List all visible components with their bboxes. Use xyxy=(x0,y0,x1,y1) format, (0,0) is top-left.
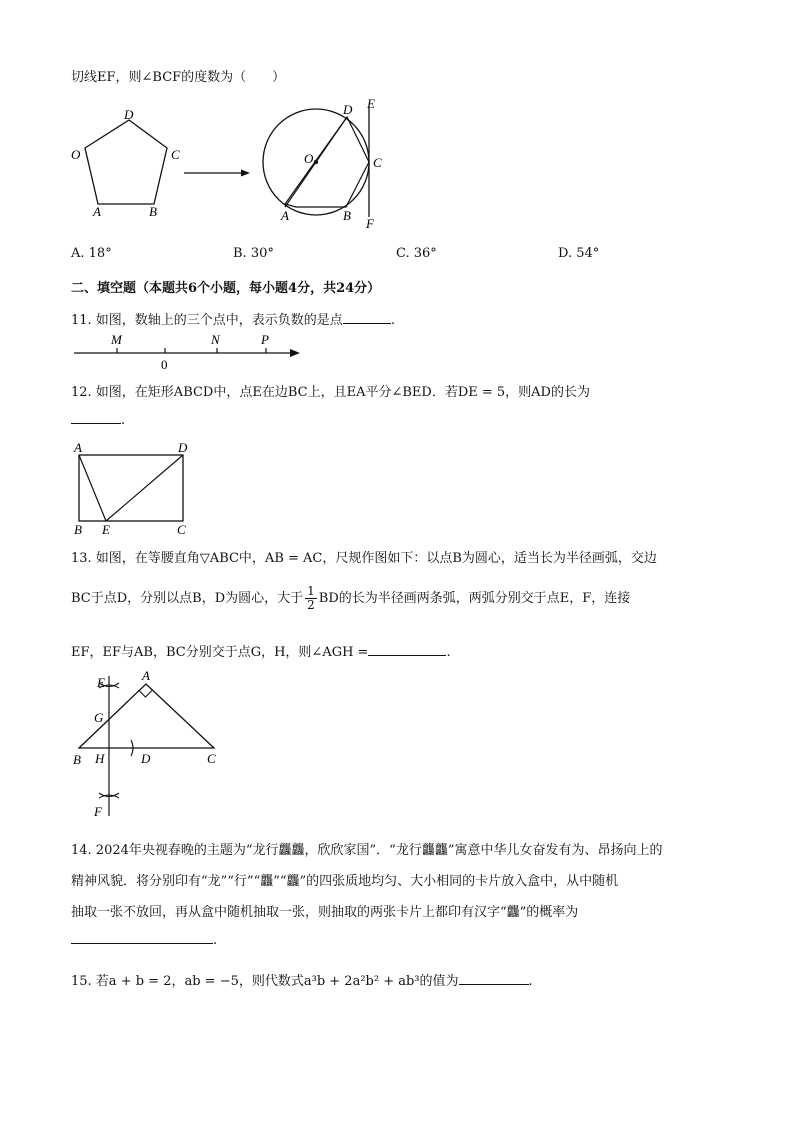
q13-line-1: 13. 如图，在等腰直角▽ABC中，AB = AC，尺规作图如下：以点B为圆心，适当长为半径画弧，交边 xyxy=(71,551,657,566)
number-line xyxy=(70,330,310,372)
section-2-title: 二、填空题（本题共6个小题，每小题4分，共24分） xyxy=(71,281,381,296)
pent-label-b: B xyxy=(149,204,157,219)
q13-line-2a: BC于点D，分别以点B，D为圆心，大于 xyxy=(71,591,304,606)
arrow-head-icon xyxy=(241,170,250,177)
segment-ed xyxy=(106,455,183,521)
q13-tail: . xyxy=(446,645,451,660)
circ-label-f: F xyxy=(366,216,374,231)
q11-answer-blank[interactable] xyxy=(343,312,391,324)
center-dot xyxy=(314,160,318,164)
tri-label-c: C xyxy=(207,751,216,766)
q15-tail: . xyxy=(528,974,533,989)
inscribed-pentagon xyxy=(285,117,369,207)
q10-tail-text: 切线EF，则∠BCF的度数为（ ） xyxy=(71,70,286,85)
tri-label-h: H xyxy=(95,751,105,766)
pentagon-shape xyxy=(85,120,167,204)
q12-answer-blank[interactable] xyxy=(71,412,121,424)
rect-label-e: E xyxy=(102,522,110,537)
q12-text: 12. 如图，在矩形ABCD中，点E在边BC上，且EA平分∠BED．若DE = 5，则AD的长为 xyxy=(71,385,590,400)
pent-label-c: C xyxy=(171,147,180,162)
circ-label-a: A xyxy=(281,208,289,223)
axis-label-n: N xyxy=(211,332,220,347)
tri-label-a: A xyxy=(142,668,150,683)
q11-stem: 11. 如图，数轴上的三个点中，表示负数的是点 xyxy=(71,313,343,328)
circ-label-e: E xyxy=(367,96,375,111)
axis-label-p: P xyxy=(261,332,269,347)
fraction-one-half xyxy=(305,585,317,612)
q13-triangle-figure xyxy=(68,666,228,826)
q15-stem: 15. 若a + b = 2，ab = −5，则代数式a³b + 2a²b² + ab³的值为 xyxy=(71,974,459,989)
rect-label-d: D xyxy=(178,440,188,455)
tri-label-f: F xyxy=(94,804,102,819)
q15-text xyxy=(71,970,533,989)
q14-answer-line xyxy=(71,932,217,948)
rect-label-c: C xyxy=(177,522,186,537)
q10-option-b[interactable]: B. 30° xyxy=(233,246,274,261)
rectangle-abcd xyxy=(79,455,183,521)
q13-answer-blank[interactable] xyxy=(368,644,446,656)
q14-tail: . xyxy=(213,933,218,948)
tri-label-g: G xyxy=(94,710,104,725)
q11-text xyxy=(71,309,395,328)
pent-label-a: A xyxy=(93,204,101,219)
q14-answer-blank[interactable] xyxy=(71,932,213,944)
segment-ae xyxy=(79,455,106,521)
circ-label-o: O xyxy=(304,151,314,166)
q12-rectangle-figure xyxy=(68,438,198,538)
q11-tail: . xyxy=(390,313,395,328)
circ-label-b: B xyxy=(343,208,351,223)
axis-label-origin: 0 xyxy=(161,357,168,372)
q12-tail: . xyxy=(121,413,126,428)
q10-option-d[interactable]: D. 54° xyxy=(558,246,600,261)
pent-label-d: D xyxy=(124,107,134,122)
tri-label-b: B xyxy=(73,752,81,767)
fraction-numerator: 1 xyxy=(307,584,315,598)
pent-label-o: O xyxy=(71,147,81,162)
fraction-denominator: 2 xyxy=(307,598,315,612)
q13-line-2 xyxy=(71,585,630,612)
q10-figure xyxy=(60,95,400,235)
q10-option-a[interactable]: A. 18° xyxy=(71,246,112,261)
tri-label-d: D xyxy=(141,751,151,766)
q15-answer-blank[interactable] xyxy=(459,973,529,985)
right-angle-mark xyxy=(139,691,152,698)
rect-label-a: A xyxy=(74,440,82,455)
circ-label-c: C xyxy=(373,155,382,170)
q13-line-3-text: EF，EF与AB，BC分别交于点G，H，则∠AGH = xyxy=(71,645,369,660)
q10-option-c[interactable]: C. 36° xyxy=(396,246,437,261)
q14-line-2: 精神风貌．将分别印有“龙”“行”“龘”“龘”的四张质地均匀、大小相同的卡片放入盒中，从中随机 xyxy=(71,874,619,889)
q13-line-2b: BD的长为半径画两条弧，两弧分别交于点E，F，连接 xyxy=(318,591,631,606)
tri-label-e: E xyxy=(97,675,105,690)
circ-label-d: D xyxy=(343,102,353,117)
number-line-arrow-icon xyxy=(290,349,300,357)
q14-line-1: 14. 2024年央视春晚的主题为“龙行龘龘，欣欣家国”．“龙行龘龘”寓意中华儿女奋发有为、昂扬向上的 xyxy=(71,843,663,858)
q13-line-3 xyxy=(71,641,451,660)
rect-label-b: B xyxy=(74,522,82,537)
q14-line-3: 抽取一张不放回，再从盒中随机抽取一张，则抽取的两张卡片上都印有汉字“龘”的概率为 xyxy=(71,905,579,920)
q12-answer-line xyxy=(71,412,125,428)
axis-label-m: M xyxy=(111,332,122,347)
